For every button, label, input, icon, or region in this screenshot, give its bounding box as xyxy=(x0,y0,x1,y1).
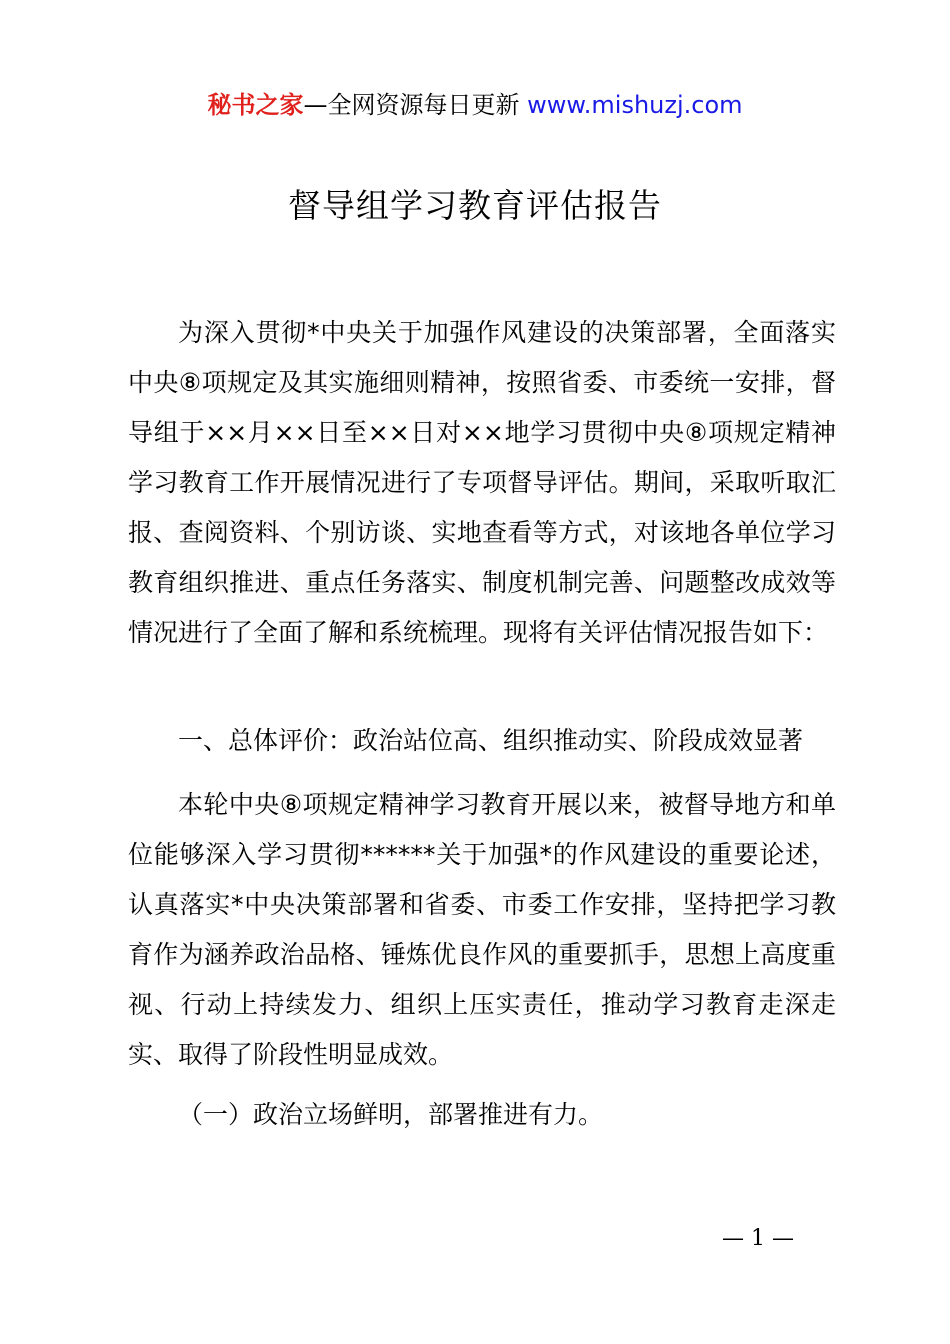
site-brand: 秘书之家 xyxy=(207,91,304,119)
page-number: — 1 — xyxy=(722,1226,794,1251)
evaluation-paragraph: 本轮中央⑧项规定精神学习教育开展以来，被督导地方和单位能够深入学习贯彻******关于加强*的作风建设的重要论述，认真落实*中央决策部署和省委、市委工作安排，坚持把学习教育作为涵养政治品格、锤炼优良作风的重要抓手，思想上高度重视、行动上持续发力、组织上压实责任，推动学习教育走深走实、取得了阶段性明显成效。 xyxy=(128,790,836,1069)
section-heading-1: 一、总体评价：政治站位高、组织推动实、阶段成效显著 xyxy=(178,726,804,755)
document-title: 督导组学习教育评估报告 xyxy=(288,186,662,225)
site-tagline: —全网资源每日更新 xyxy=(303,91,528,119)
site-url-link[interactable]: www.mishuzj.com xyxy=(527,91,743,119)
intro-paragraph: 为深入贯彻*中央关于加强作风建设的决策部署，全面落实中央⑧项规定及其实施细则精神，按照省委、市委统一安排，督导组于××月××日至××日对××地学习贯彻中央⑧项规定精神学习教育工作开展情况进行了专项督导评估。期间，采取听取汇报、查阅资料、个别访谈、实地查看等方式，对该地各单位学习教育组织推进、重点任务落实、制度机制完善、问题整改成效等情况进行了全面了解和系统梳理。现将有关评估情况报告如下： xyxy=(128,318,836,647)
site-header xyxy=(0,88,950,122)
subsection-heading-1: （一）政治立场鲜明，部署推进有力。 xyxy=(178,1100,604,1129)
